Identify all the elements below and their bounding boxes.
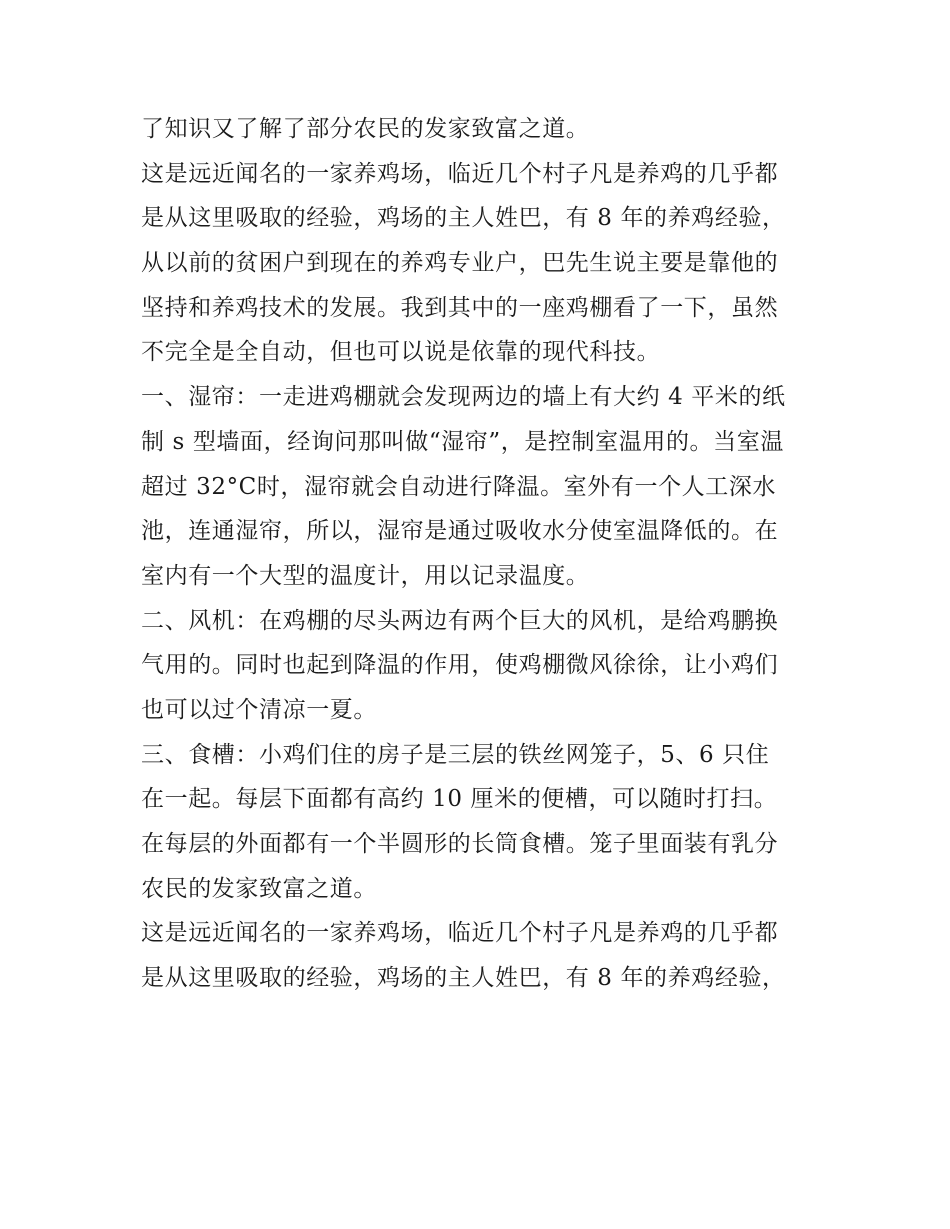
text-line: 超过 32°C时，湿帘就会自动进行降温。室外有一个人工深水	[141, 473, 777, 500]
text-line: 农民的发家致富之道。	[141, 875, 377, 902]
text-line: 这是远近闻名的一家养鸡场，临近几个村子凡是养鸡的几乎都	[141, 160, 779, 187]
text-line: 室内有一个大型的温度计，用以记录温度。	[141, 562, 590, 589]
document-body	[141, 107, 821, 1001]
text-line: 在一起。每层下面都有高约 10 厘米的便槽，可以随时打扫。	[141, 786, 778, 813]
text-line: 不完全是全自动，但也可以说是依靠的现代科技。	[141, 339, 661, 366]
text-line: 一、湿帘：一走进鸡棚就会发现两边的墙上有大约 4 平米的纸	[141, 384, 786, 411]
text-line: 气用的。同时也起到降温的作用，使鸡棚微风徐徐，让小鸡们	[141, 652, 779, 679]
text-line: 了知识又了解了部分农民的发家致富之道。	[141, 116, 590, 142]
text-line: 也可以过个清凉一夏。	[141, 696, 377, 723]
text-line: 二、风机：在鸡棚的尽头两边有两个巨大的风机，是给鸡鹏换	[141, 607, 779, 634]
text-line: 这是远近闻名的一家养鸡场，临近几个村子凡是养鸡的几乎都	[141, 920, 779, 947]
text-line: 在每层的外面都有一个半圆形的长筒食槽。笼子里面装有乳分	[141, 831, 779, 857]
text-line: 从以前的贫困户到现在的养鸡专业户，巴先生说主要是靠他的	[141, 250, 779, 277]
text-line: 制 s 型墙面，经询问那叫做“湿帘”，是控制室温用的。当室温	[141, 428, 784, 455]
text-line: 坚持和养鸡技术的发展。我到其中的一座鸡棚看了一下，虽然	[141, 294, 779, 321]
text-line: 三、食槽：小鸡们住的房子是三层的铁丝网笼子，5、6 只住	[141, 741, 770, 768]
text-line: 是从这里吸取的经验，鸡场的主人姓巴，有 8 年的养鸡经验，	[141, 205, 786, 232]
text-line: 是从这里吸取的经验，鸡场的主人姓巴，有 8 年的养鸡经验，	[141, 965, 786, 992]
text-line: 池，连通湿帘，所以，湿帘是通过吸收水分使室温降低的。在	[141, 518, 779, 545]
